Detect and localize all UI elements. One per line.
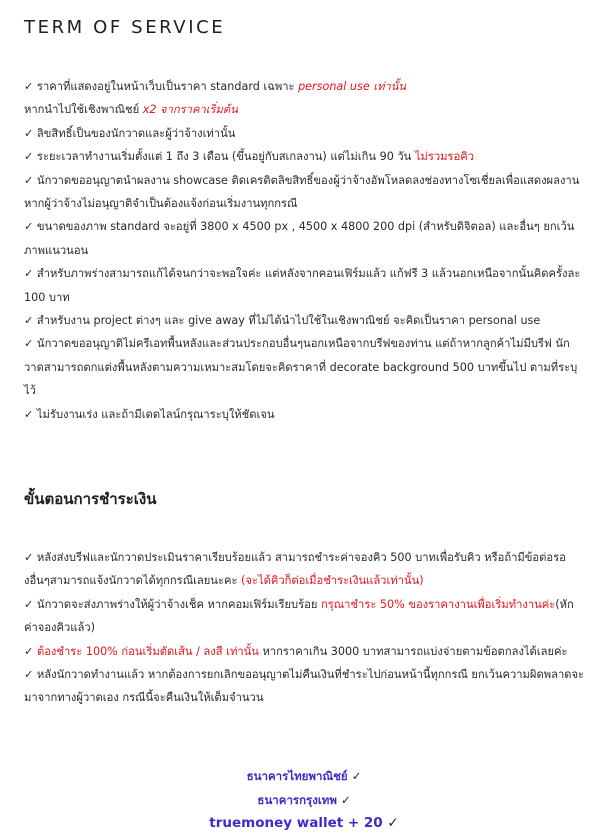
payment-heading: ขั้นตอนการชำระเงิน bbox=[24, 490, 157, 508]
check-icon: ✓ bbox=[387, 815, 399, 831]
bank-item bbox=[0, 789, 608, 813]
payment-step-text: หากราคาเกิน 3000 บาทสามารถแบ่งจ่ายตามข้อตกลงได้เลยค่ะ bbox=[258, 644, 568, 658]
term-item bbox=[24, 215, 586, 262]
payment-step-text: ✓ หลังนักวาดทำงานแล้ว หากต้องการยกเลิกขออนุญาตไม่คืนเงินที่ชำระไปก่อนหน้านี้ทุกกรณี ยกเว้นความผิดพลาดจะมาจากทางผู้วาดเอง กรณีนี้จะคืนเงินให้เต็มจำนวน bbox=[24, 668, 585, 705]
term-item-text: ✓ ลิขสิทธิ์เป็นของนักวาดและผู้ว่าจ้างเท่านั้น bbox=[24, 126, 236, 140]
payment-step bbox=[24, 663, 586, 710]
payment-step-text: ต้องชำระ 100% ก่อนเริ่มตัดเส้น / ลงสี เท่านั้น bbox=[36, 644, 259, 658]
check-icon: ✓ bbox=[340, 792, 351, 807]
term-item bbox=[24, 145, 586, 168]
bank-name: truemoney wallet + 20 bbox=[209, 815, 388, 831]
term-item-text: personal use เท่านั้น bbox=[298, 80, 407, 93]
term-item-text: ✓ นักวาดขออนุญาติไม่ครีเอทพื้นหลังและส่วนประกอบอื่นๆนอกเหนือจากบรีฟของท่าน แต่ถ้าหากลูกค้าไม่มีบรีฟ นักวาดสามารถตกแต่งพื้นหลังตามความเหมาะสมโดยจะคิดราคาที่ decorate background 500 บาทขึ้นไป ตามที่ระบุไว้ bbox=[24, 337, 578, 398]
payment-step-text: (หักค่าจองคิวแล้ว) bbox=[24, 597, 574, 635]
check-icon: ✓ bbox=[351, 769, 362, 783]
term-item-text: ✓ ระยะเวลาทำงานเริ่มตั้งแต่ 1 ถึง 3 เดือน (ขึ้นอยู่กับสเกลงาน) แต่ไม่เกิน 90 วัน bbox=[24, 150, 415, 164]
page-title: TERM OF SERVICE bbox=[24, 17, 226, 38]
payment-step bbox=[24, 593, 586, 640]
term-item bbox=[24, 403, 586, 426]
term-item-text: ไม่รวมรอคิว bbox=[414, 150, 475, 164]
bank-item bbox=[0, 765, 608, 789]
term-item bbox=[24, 332, 586, 402]
term-item-text: ✓ สำหรับงาน project ต่างๆ และ give away ที่ไม่ได้นำไปใช้ในเชิงพาณิชย์ จะคิดเป็นราคา personal use bbox=[24, 314, 541, 328]
term-item bbox=[24, 75, 586, 98]
payment-step bbox=[24, 640, 586, 663]
term-item bbox=[24, 169, 586, 216]
term-item bbox=[24, 262, 586, 309]
payment-step-text: ✓ bbox=[24, 644, 37, 658]
payment-step bbox=[24, 546, 586, 593]
term-item bbox=[24, 98, 586, 121]
payment-step-text: ✓ หลังส่งบรีฟและนักวาดประเมินราคาเรียบร้อยแล้ว สามารถชำระค่าจองคิว 500 บาทเพื่อรับคิว หรือถ้ามีข้อต่อรองอื่นๆสามารถแจ้งนักวาดได้ทุกกรณีเลยนะคะ bbox=[24, 551, 566, 588]
term-item-text: ✓ ขนาดของภาพ standard จะอยู่ที่ 3800 x 4500 px , 4500 x 4800 200 dpi (สำหรับดิจิตอล) และอื่นๆ ยกเว้นภาพแนวนอน bbox=[24, 220, 575, 257]
term-item bbox=[24, 122, 586, 145]
payment-step-text: กรุณาชำระ 50% ของราคางานเพื่อเริ่มทำงานค่ะ bbox=[321, 597, 556, 611]
term-item-text: ✓ นักวาดขออนุญาตนำผลงาน showcase ติดเครดิตลิขสิทธิ์ของผู้ว่าจ้างอัพโหลดลงช่องทางโซเชี่ยลเพื่อแสดงผลงาน หากผู้ว่าจ้างไม่อนุญาติจำเป็นต้องแจ้งก่อนเริ่มงานทุกกรณี bbox=[24, 173, 580, 211]
term-item-text: หากนำไปใช้เชิงพาณิชย์ bbox=[24, 103, 143, 117]
term-item-text: ✓ ไม่รับงานเร่ง และถ้ามีเดดไลน์กรุณาระบุให้ชัดเจน bbox=[24, 407, 275, 421]
term-item-text: x2 จากราคาเริ่มต้น bbox=[142, 103, 238, 117]
term-item bbox=[24, 309, 586, 332]
bank-name: ธนาคารกรุงเทพ bbox=[257, 792, 341, 807]
bank-item bbox=[0, 812, 608, 833]
terms-list bbox=[24, 75, 586, 426]
term-item-text: ✓ ราคาที่แสดงอยู่ในหน้าเว็บเป็นราคา standard เฉพาะ bbox=[24, 80, 299, 93]
payment-step-text: (จะได้คิวก็ต่อเมื่อชำระเงินแล้วเท่านั้น) bbox=[241, 574, 424, 588]
payment-step-text: ✓ นักวาดจะส่งภาพร่างให้ผู้ว่าจ้างเช็ค หากคอมเฟิร์มเรียบร้อย bbox=[24, 597, 321, 611]
payment-steps-list bbox=[24, 546, 586, 710]
bank-list bbox=[0, 765, 608, 833]
term-item-text: ✓ สำหรับภาพร่างสามารถแก้ได้จนกว่าจะพอใจค่ะ แต่หลังจากคอนเฟิร์มแล้ว แก้ฟรี 3 แล้วนอกเหนือจากนั้นคิดครั้งละ 100 บาท bbox=[24, 267, 581, 304]
bank-name: ธนาคารไทยพาณิชย์ bbox=[246, 769, 352, 783]
